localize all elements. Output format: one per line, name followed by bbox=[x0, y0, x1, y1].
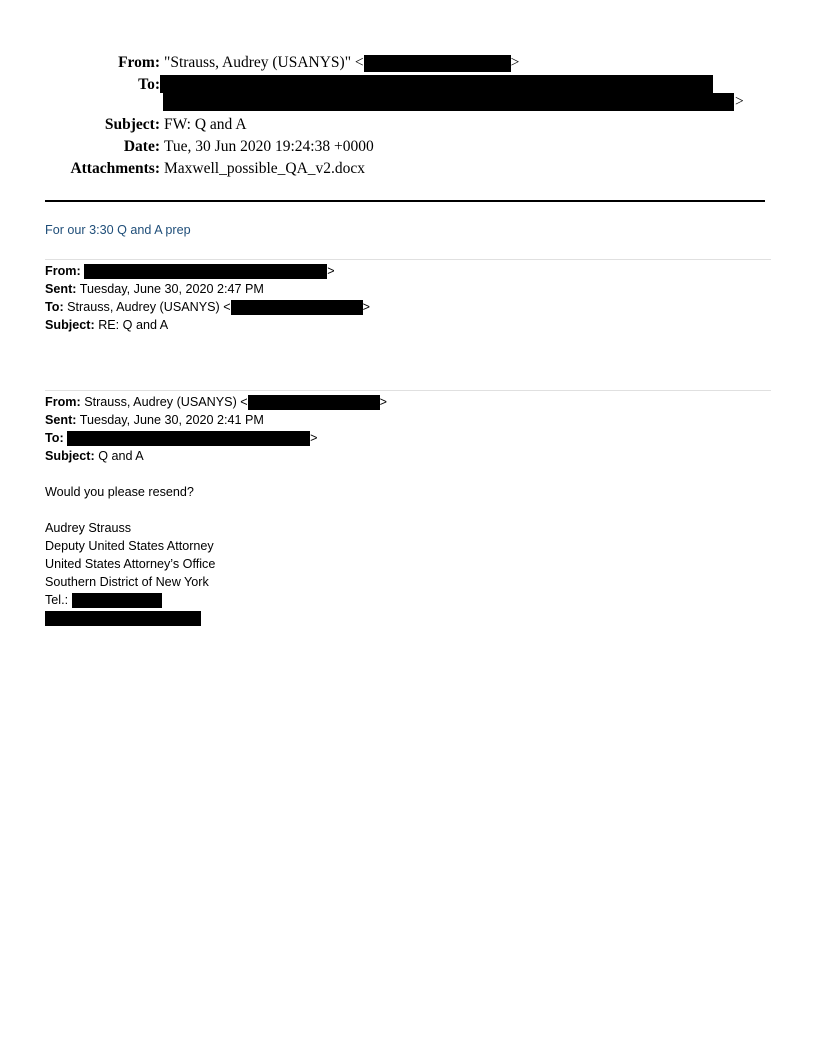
intro-text: For our 3:30 Q and A prep bbox=[45, 223, 191, 237]
m1-sent-value: Tuesday, June 30, 2020 2:47 PM bbox=[79, 282, 264, 296]
from-label: From: bbox=[118, 54, 160, 71]
redaction-block bbox=[248, 395, 380, 410]
m1-from-line bbox=[45, 262, 370, 280]
message-divider bbox=[45, 259, 771, 260]
m2-from-label: From: bbox=[45, 395, 81, 409]
redaction-block bbox=[72, 593, 162, 608]
m2-from-close: > bbox=[379, 395, 387, 409]
m1-to-value: Strauss, Audrey (USANYS) < bbox=[67, 300, 231, 314]
m2-subject-label: Subject: bbox=[45, 449, 95, 463]
to-label: To: bbox=[138, 76, 160, 93]
m1-subject-label: Subject: bbox=[45, 318, 95, 332]
m2-to-close: > bbox=[310, 431, 318, 445]
m2-subject-value: Q and A bbox=[98, 449, 144, 463]
from-name: "Strauss, Audrey (USANYS)" < bbox=[164, 54, 364, 71]
redaction-block bbox=[364, 55, 511, 72]
message-1-header bbox=[45, 262, 370, 334]
m1-sent-label: Sent: bbox=[45, 282, 77, 296]
attachments-label: Attachments: bbox=[70, 160, 160, 177]
signature-tel-label: Tel.: bbox=[45, 593, 69, 607]
redaction-block bbox=[67, 431, 310, 446]
m2-sent-value: Tuesday, June 30, 2020 2:41 PM bbox=[79, 413, 264, 427]
m2-body-text: Would you please resend? bbox=[45, 485, 194, 499]
redaction-block bbox=[231, 300, 363, 315]
from-close: > bbox=[510, 54, 520, 71]
m2-subject-line bbox=[45, 447, 387, 465]
m1-to-label: To: bbox=[45, 300, 64, 314]
subject-label: Subject: bbox=[104, 116, 160, 133]
m2-sent-label: Sent: bbox=[45, 413, 77, 427]
header-divider bbox=[45, 200, 765, 202]
m2-to-label: To: bbox=[45, 431, 64, 445]
m2-from-value: Strauss, Audrey (USANYS) < bbox=[84, 395, 248, 409]
signature-redacted-line bbox=[45, 609, 387, 627]
subject-value: FW: Q and A bbox=[164, 116, 247, 133]
m1-subject-line bbox=[45, 316, 370, 334]
signature-name: Audrey Strauss bbox=[45, 521, 132, 535]
signature-office: United States Attorney’s Office bbox=[45, 557, 216, 571]
signature-district: Southern District of New York bbox=[45, 575, 209, 589]
redaction-block bbox=[45, 611, 201, 626]
m1-sent-line bbox=[45, 280, 370, 298]
redaction-block bbox=[163, 93, 734, 111]
m1-to-close: > bbox=[362, 300, 370, 314]
date-value: Tue, 30 Jun 2020 19:24:38 +0000 bbox=[164, 138, 374, 155]
from-value bbox=[164, 54, 519, 72]
attachment-filename[interactable]: Maxwell_possible_QA_v2.docx bbox=[164, 160, 366, 177]
to-close: > bbox=[735, 93, 744, 110]
m2-to-line bbox=[45, 429, 387, 447]
date-label: Date: bbox=[123, 138, 160, 155]
message-2 bbox=[45, 393, 387, 627]
m2-from-line bbox=[45, 393, 387, 411]
m1-from-label: From: bbox=[45, 264, 81, 278]
redaction-block bbox=[84, 264, 327, 279]
m2-sent-line bbox=[45, 411, 387, 429]
m1-from-close: > bbox=[327, 264, 335, 278]
email-header bbox=[0, 0, 816, 190]
message-divider bbox=[45, 390, 771, 391]
m1-subject-value: RE: Q and A bbox=[98, 318, 169, 332]
signature-title: Deputy United States Attorney bbox=[45, 539, 214, 553]
redaction-block bbox=[160, 75, 713, 93]
signature-tel-line bbox=[45, 591, 387, 609]
m1-to-line bbox=[45, 298, 370, 316]
